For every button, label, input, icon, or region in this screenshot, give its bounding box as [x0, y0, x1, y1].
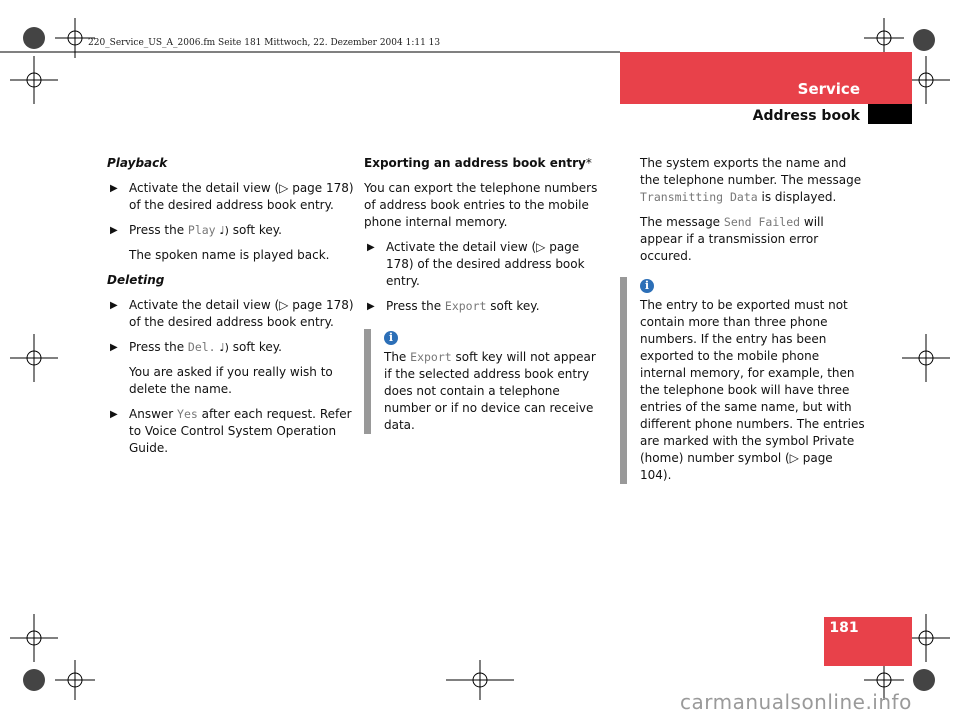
list-item: ▶ Press the Del. ♩) soft key. [110, 340, 282, 354]
star-target-icon [913, 669, 935, 691]
crosshair-icon [10, 56, 58, 104]
arrow-icon: ▶ [110, 342, 118, 353]
subsection-title: Address book [752, 108, 860, 124]
delete-result: You are asked if you really wish to delete the name. [129, 365, 333, 396]
info-note [364, 329, 606, 434]
list-item: ▶ Answer Yes after each request. Refer to Voice Control System Operation Guide. [110, 407, 352, 455]
section-title: Service [797, 80, 860, 98]
crosshair-icon [10, 614, 58, 662]
info-icon: i [384, 331, 398, 345]
info-icon: i [640, 279, 654, 293]
arrow-icon: ▶ [110, 225, 118, 236]
export-key: Export [444, 299, 487, 313]
list-item: ▶ Press the Export soft key. [367, 299, 540, 313]
error-message: The message Send Failed will appear if a transmission error occured. [640, 215, 824, 263]
section-header-bar [620, 52, 912, 104]
info-text: The Export soft key will not appear if the selected address book entry does not contain a telephone number or if no device can receive data. [384, 350, 596, 432]
watermark: carmanualsonline.info [680, 690, 912, 714]
column-3 [620, 155, 865, 484]
deleting-heading: Deleting [107, 273, 165, 287]
list-item: ▶ Activate the detail view (▷ page 178) of the desired address book entry. [367, 240, 585, 288]
column-1 [107, 155, 357, 465]
arrow-icon: ▶ [110, 409, 118, 420]
export-intro: You can export the telephone numbers of address book entries to the mobile phone internal memory. [364, 181, 598, 229]
page-number: 181 [829, 620, 859, 636]
playback-heading: Playback [107, 156, 168, 170]
crosshair-icon [10, 334, 58, 382]
list-item: ▶ Press the Play ♩) soft key. [110, 223, 282, 237]
info-note [620, 277, 865, 484]
info-bar [620, 277, 627, 484]
info-bar [364, 329, 371, 434]
playback-result: The spoken name is played back. [129, 248, 330, 262]
crosshair-icon [446, 660, 514, 700]
info-text: The entry to be exported must not contain more than three phone numbers. If the entry has been exported to the mobile phone internal memory, for example, then the telephone book will have three entries of the same name, but with different phone numbers. The entries are marked with the symbol Private (home) number symbol (▷ page 104). [640, 298, 865, 482]
speaker-icon: ♩) [219, 224, 229, 237]
speaker-icon: ♩) [219, 341, 229, 354]
crosshair-icon [55, 660, 95, 700]
arrow-icon: ▶ [367, 242, 375, 253]
crosshair-icon [902, 334, 950, 382]
star-target-icon [23, 669, 45, 691]
print-header-line: 220_Service_US_A_2006.fm Seite 181 Mittwoch, 22. Dezember 2004 1:11 13 [88, 38, 441, 48]
arrow-icon: ▶ [367, 301, 375, 312]
star-target-icon [23, 27, 45, 49]
del-key: Del. [187, 340, 216, 354]
list-item: ▶ Activate the detail view (▷ page 178) of the desired address book entry. [110, 181, 354, 212]
arrow-icon: ▶ [110, 183, 118, 194]
arrow-icon: ▶ [110, 300, 118, 311]
star-target-icon [913, 29, 935, 51]
play-key: Play [187, 223, 216, 237]
column-2 [364, 155, 606, 434]
yes-key: Yes [177, 407, 198, 421]
export-heading: Exporting an address book entry* [364, 156, 592, 170]
thumb-tab [868, 104, 912, 124]
list-item: ▶ Activate the detail view (▷ page 178) of the desired address book entry. [110, 298, 354, 329]
export-message: The system exports the name and the telephone number. The message Transmitting Data is displayed. [640, 156, 862, 204]
